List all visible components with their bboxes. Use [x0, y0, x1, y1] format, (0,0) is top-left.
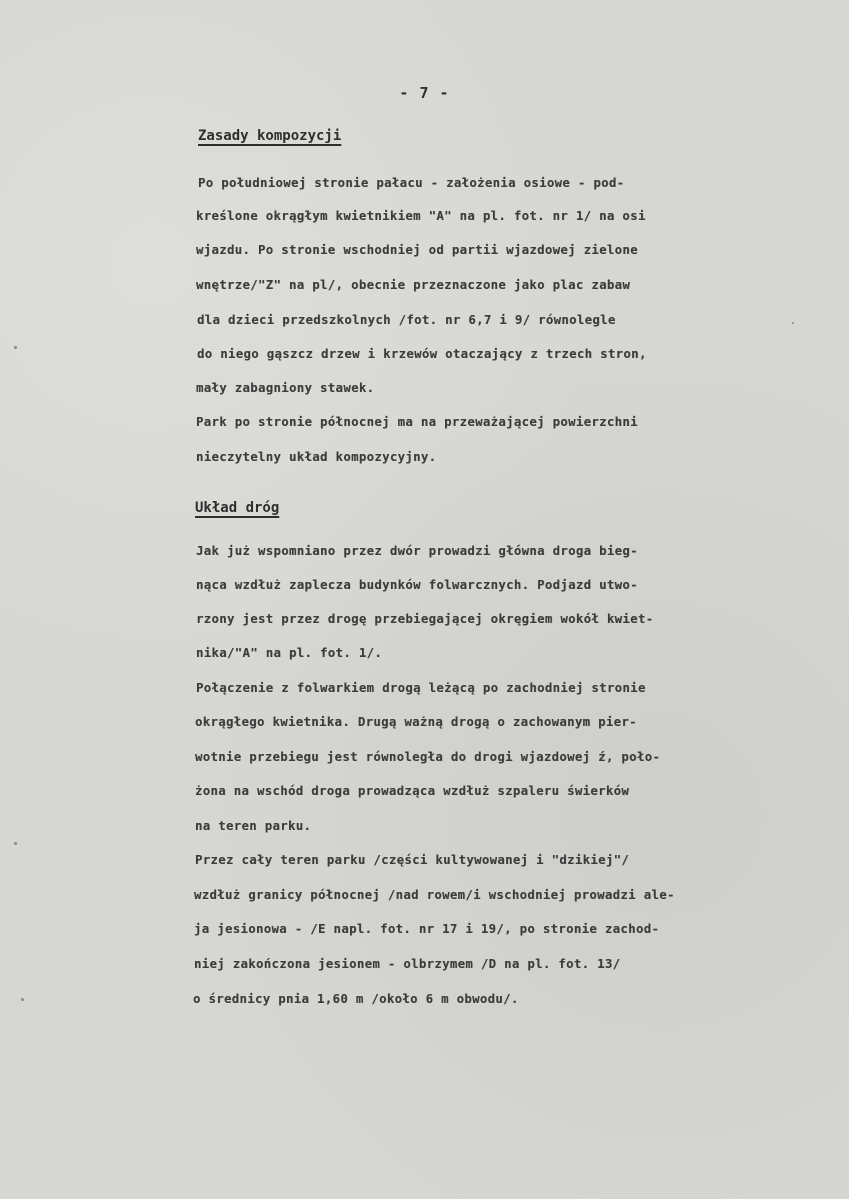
scan-speck: [14, 346, 17, 349]
text-line: okrągłego kwietnika. Drugą ważną drogą o zachowanym pier-: [195, 715, 637, 729]
text-line: nąca wzdłuż zaplecza budynków folwarcznych. Podjazd utwo-: [196, 578, 638, 592]
text-line: Połączenie z folwarkiem drogą leżącą po zachodniej stronie: [196, 681, 646, 695]
text-line: Po południowej stronie pałacu - założenia osiowe - pod-: [198, 176, 625, 190]
text-line: wjazdu. Po stronie wschodniej od partii wjazdowej zielone: [196, 243, 638, 257]
text-line: Jak już wspomniano przez dwór prowadzi główna droga bieg-: [196, 544, 638, 558]
text-line: Przez cały teren parku /części kultywowanej i "dzikiej"/: [195, 853, 630, 867]
section-heading-roads: Układ dróg: [195, 500, 280, 516]
text-line: wnętrze/"Z" na pl/, obecnie przeznaczone jako plac zabaw: [196, 278, 631, 292]
text-line: mały zabagniony stawek.: [196, 381, 375, 395]
text-line: dla dzieci przedszkolnych /fot. nr 6,7 i 9/ równolegle: [197, 313, 616, 327]
page-number: - 7 -: [399, 84, 450, 102]
text-line: niej zakończona jesionem - olbrzymem /D na pl. fot. 13/: [194, 957, 621, 971]
text-line: ja jesionowa - /E napl. fot. nr 17 i 19/, po stronie zachod-: [194, 922, 660, 936]
text-line: żona na wschód droga prowadząca wzdłuż szpaleru świerków: [195, 784, 630, 798]
scan-speck: [14, 842, 17, 845]
text-line: rzony jest przez drogę przebiegającej okręgiem wokół kwiet-: [196, 612, 654, 626]
text-line: na teren parku.: [195, 819, 312, 833]
text-line: wzdłuż granicy północnej /nad rowem/i wschodniej prowadzi ale-: [194, 888, 675, 902]
text-line: Park po stronie północnej ma na przeważającej powierzchni: [196, 415, 638, 429]
scan-speck: [21, 998, 24, 1001]
text-line: nieczytelny układ kompozycyjny.: [196, 450, 437, 464]
text-line: kreślone okrągłym kwietnikiem "A" na pl. fot. nr 1/ na osi: [196, 209, 646, 223]
text-line: nika/"A" na pl. fot. 1/.: [196, 646, 383, 660]
section-heading-composition: Zasady kompozycji: [198, 128, 342, 144]
text-line: wotnie przebiegu jest równoległa do drogi wjazdowej ź, poło-: [195, 750, 661, 764]
scan-speck: [792, 322, 794, 324]
text-line: do niego gąszcz drzew i krzewów otaczający z trzech stron,: [197, 347, 647, 361]
text-line: o średnicy pnia 1,60 m /około 6 m obwodu/.: [193, 992, 519, 1006]
